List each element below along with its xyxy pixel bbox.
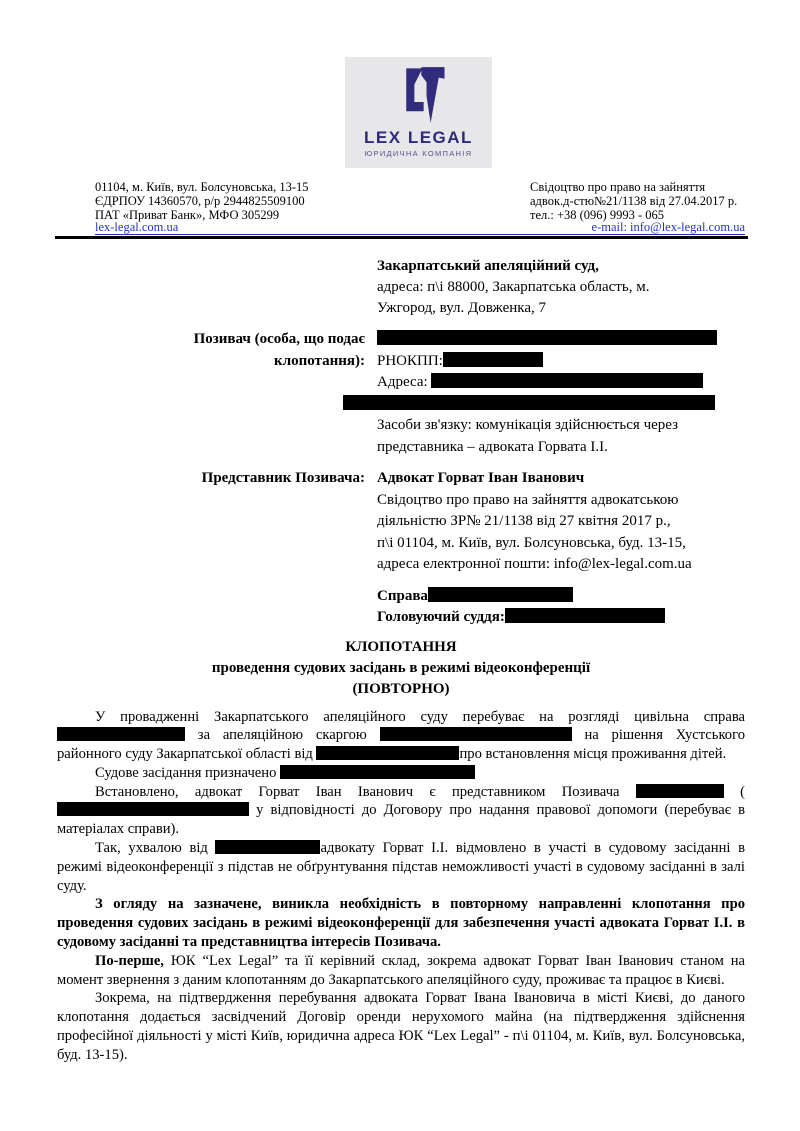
text-line: [377, 394, 745, 416]
plaintiff-label-line1: Позивач (особа, що подає: [193, 331, 365, 347]
text-segment: Судове засідання призначено: [95, 764, 281, 781]
website-link[interactable]: lex-legal.com.ua: [95, 220, 179, 234]
redaction-bar: [316, 746, 459, 760]
text-segment: Адреса:: [377, 374, 432, 390]
email-link[interactable]: info@lex-legal.com.ua: [630, 220, 745, 234]
text-segment: З огляду на зазначене, виникла необхідність в повторному направленні клопотання про проведення судових засідань в режимі відеоконференції для забезпечення участі адвоката Горват І.І. в судовому засіданні та представництва інтересів Позивача.: [57, 896, 745, 951]
redaction-bar: [443, 352, 543, 367]
motion-title-line1: КЛОПОТАННЯ: [345, 638, 457, 655]
plaintiff-row: [57, 329, 745, 458]
motion-title-line3: (ПОВТОРНО): [352, 680, 450, 697]
body-paragraph: [57, 764, 745, 783]
body-paragraph: [57, 989, 745, 1064]
text-segment: Ужгород, вул. Довженка, 7: [377, 300, 546, 316]
text-segment: ПАТ «Приват Банк», МФО 305299: [95, 208, 280, 222]
text-segment: адреса електронної пошти: info@lex-legal.com.ua: [377, 556, 692, 572]
website-link-underline: [95, 220, 592, 235]
text-line: [377, 372, 745, 394]
motion-body: [57, 708, 745, 1065]
text-segment: По-перше,: [95, 952, 164, 969]
text-line: [95, 180, 309, 194]
text-line: [377, 256, 745, 277]
body-paragraph: [57, 952, 745, 990]
text-segment: Справа: [377, 587, 428, 604]
document-content: [57, 256, 745, 1065]
redaction-bar: [343, 395, 715, 410]
text-segment: Головуючий суддя:: [377, 609, 505, 625]
text-segment: Закарпатський апеляційний суд,: [377, 258, 599, 274]
text-line: [377, 468, 745, 490]
text-segment: У провадженні Закарпатського апеляційного суду перебуває на розгляді цивільна справа: [95, 708, 745, 725]
text-segment: про встановлення місця проживання дітей.: [459, 746, 727, 763]
text-line: [530, 180, 737, 194]
body-paragraph: [57, 783, 745, 839]
redaction-bar: [380, 727, 572, 741]
text-segment: ЮК “Lex Legal” та її керівний склад, зокрема адвокат Горват Іван Іванович станом на момент звернення з даним клопотанням до Закарпатського апеляційного суду, проживає та працює в Києві.: [57, 952, 745, 988]
text-line: [95, 194, 309, 208]
redaction-bar: [377, 330, 717, 345]
email-block: [592, 220, 745, 235]
text-segment: представника – адвоката Горвата І.І.: [377, 438, 608, 455]
body-paragraph: [57, 895, 745, 951]
header-links-row: [95, 220, 745, 235]
text-segment: Так, ухвалою від: [95, 840, 216, 857]
motion-title: [57, 637, 745, 700]
representative-label: Представник Позивача:: [201, 470, 365, 486]
text-segment: у відповідності до Договору про надання правової допомоги (перебуває в матеріалах справи).: [57, 802, 745, 838]
redaction-bar: [636, 784, 724, 798]
body-paragraph: [57, 839, 745, 895]
text-segment: Засоби зв'язку: комунікація здійснюється через: [377, 417, 679, 433]
text-segment: Зокрема, на підтвердження перебування адвоката Горват Івана Івановича в місті Києві, до даного клопотання додається засвідчений Договір оренди нерухомого майна (на підтвердження здійснення професійної діяльності у місті Київ, юридична адреса ЮК “Lex Legal” - п\і 01104, м. Київ, вул. Болсуновська, буд. 13-15).: [57, 990, 745, 1063]
text-line: [377, 586, 745, 608]
court-address-block: [377, 256, 745, 319]
text-segment: п\і 01104, м. Київ, вул. Болсуновська, буд. 13-15,: [377, 534, 686, 551]
text-segment: (: [723, 783, 745, 800]
case-details: [377, 586, 745, 629]
text-line: [377, 415, 745, 437]
redaction-bar: [215, 840, 320, 854]
plaintiff-details: [377, 329, 745, 458]
text-segment: РНОКПП:: [377, 352, 443, 369]
company-logo: [345, 57, 492, 168]
logo-title: LEX LEGAL: [364, 128, 473, 147]
text-line: [377, 607, 745, 629]
text-segment: адвокату Горват І.І. відмовлено в участі в судовому засіданні в режимі відеоконференції з підстав не обґрунтування підстав неможливості участі в судовому засіданні в залі суду.: [57, 840, 745, 894]
text-line: [377, 533, 745, 555]
representative-row: [57, 468, 745, 576]
text-line: [377, 511, 745, 533]
text-segment: Свідоцтво про право на зайняття адвокатською: [377, 491, 679, 508]
text-line: [377, 329, 745, 351]
redaction-bar: [431, 373, 703, 388]
header-divider: [55, 236, 748, 239]
text-segment: Адвокат Горват Іван Іванович: [377, 470, 585, 486]
text-line: [377, 490, 745, 512]
logo-subtitle: ЮРИДИЧНА КОМПАНІЯ: [364, 149, 473, 158]
header-right-certificate: [530, 180, 737, 222]
text-line: [377, 437, 745, 459]
text-line: [377, 554, 745, 576]
redaction-bar: [428, 587, 573, 602]
header-left-address: [95, 180, 309, 222]
text-segment: за апеляційною скаргою: [185, 727, 380, 744]
email-label: e-mail:: [591, 220, 631, 234]
text-segment: Встановлено, адвокат Горват Іван Іванович є представником Позивача: [95, 783, 636, 800]
text-segment: тел.: +38 (096) 9993 - 065: [530, 208, 665, 222]
lex-legal-monogram-icon: [390, 64, 448, 126]
motion-title-line2: проведення судових засідань в режимі відеоконференції: [211, 659, 591, 676]
text-segment: діяльністю ЗР№ 21/1138 від 27 квітня 2017 р.,: [377, 513, 671, 529]
text-line: [530, 194, 737, 208]
redaction-bar: [505, 608, 665, 623]
redaction-bar: [57, 727, 185, 741]
representative-details: [377, 468, 745, 576]
text-segment: адвок.д-стю№21/1138 від 27.04.2017 р.: [530, 194, 738, 208]
text-segment: Свідоцтво про право на зайняття: [530, 180, 706, 194]
plaintiff-label-line2: клопотання):: [274, 352, 365, 369]
case-label-spacer: [57, 586, 365, 629]
text-segment: ЄДРПОУ 14360570, р/р 2944825509100: [95, 194, 305, 208]
text-segment: на рішення Хустського районного суду Закарпатської області від: [57, 727, 746, 763]
text-line: [377, 298, 745, 319]
redaction-bar: [280, 765, 475, 779]
text-segment: 01104, м. Київ, вул. Болсуновська, 13-15: [95, 180, 309, 194]
body-paragraph: [57, 708, 745, 764]
text-line: [377, 351, 745, 373]
case-row: [57, 586, 745, 629]
plaintiff-label: [57, 329, 365, 458]
text-line: [377, 277, 745, 298]
text-segment: адреса: п\і 88000, Закарпатська область, м.: [377, 279, 650, 295]
redaction-bar: [57, 802, 249, 816]
